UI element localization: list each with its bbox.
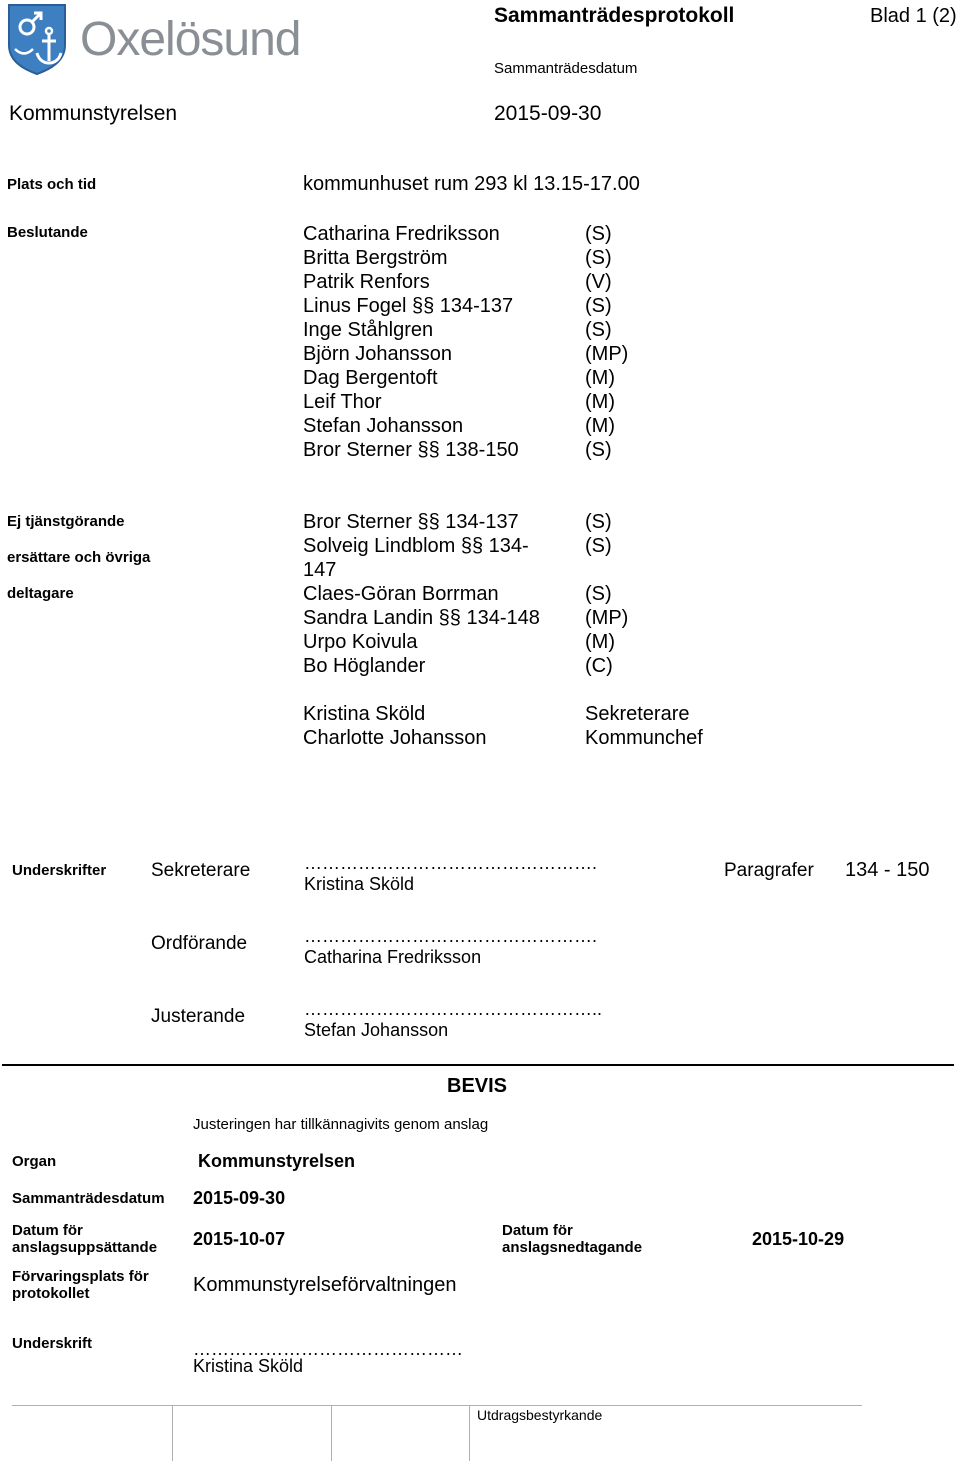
member-party: (MP) [585,607,629,629]
member-name: Stefan Johansson [303,415,464,437]
forvaringsplats-value: Kommunstyrelseförvaltningen [193,1274,457,1296]
nedtagande-label-1: Datum för [502,1222,573,1239]
ej-tjanstgorande-label-3: deltagare [7,585,74,602]
member-name: Leif Thor [303,391,382,413]
bevis-intro: Justeringen har tillkännagivits genom anslag [193,1116,489,1133]
bottom-cell-divider [172,1405,173,1461]
member-party: (M) [585,391,615,413]
member-name: Solveig Lindblom §§ 134- [303,535,529,557]
underskrift-name: Kristina Sköld [193,1356,304,1376]
member-party: (MP) [585,343,629,365]
bevis-title: BEVIS [447,1075,508,1097]
sammantradesdatum-label: Sammanträdesdatum [12,1190,165,1207]
sammantradesdatum-value: 2015-09-30 [193,1188,286,1208]
document-title: Sammanträdesprotokoll [494,4,735,27]
member-name: Bo Höglander [303,655,426,677]
member-party: (S) [585,295,612,317]
signature-line: …………………………………………. [304,926,598,946]
member-party: (V) [585,271,612,293]
plats-label: Plats och tid [7,176,97,193]
bottom-cell-divider [331,1405,332,1461]
beslutande-parties [585,222,628,462]
beslutande-names [303,222,519,462]
staff-role: Sekreterare [585,703,690,725]
member-name: Linus Fogel §§ 134-137 [303,295,514,317]
bottom-cell-divider [469,1405,470,1461]
municipal-shield-icon [7,3,67,75]
member-party [585,558,703,582]
staff-name: Charlotte Johansson [303,727,487,749]
member-party: (S) [585,583,612,605]
staff-role: Kommunchef [585,727,703,749]
member-party: (S) [585,535,612,557]
member-name: Claes-Göran Borrman [303,583,499,605]
signer-name: Stefan Johansson [304,1020,449,1040]
paragrafer-value: 134 - 150 [845,859,930,881]
body-name: Kommunstyrelsen [9,102,178,125]
ej-tjanstgorande-label-2: ersättare och övriga [7,549,151,566]
ej-tjanstgorande-names [303,510,540,750]
member-party: (M) [585,631,615,653]
uppsattande-label-1: Datum för [12,1222,83,1239]
member-name: Britta Bergström [303,247,448,269]
underskrift-label: Underskrift [12,1335,93,1352]
forvaringsplats-label-1: Förvaringsplats för [12,1268,149,1285]
member-party: (S) [585,439,612,461]
member-party: (M) [585,415,615,437]
member-name: Patrik Renfors [303,271,430,293]
member-party: (S) [585,247,612,269]
member-party: (S) [585,319,612,341]
staff-name: Kristina Sköld [303,703,426,725]
uppsattande-label-2: anslagsuppsättande [12,1239,158,1256]
underskrifter-label: Underskrifter [12,862,107,879]
member-name: Urpo Koivula [303,631,418,653]
plats-value: kommunhuset rum 293 kl 13.15-17.00 [303,173,640,195]
signer-role: Sekreterare [151,860,251,881]
member-party: (S) [585,223,612,245]
signer-role: Justerande [151,1006,246,1027]
paragrafer-label: Paragrafer [724,860,814,881]
brand-wordmark: Oxelösund [80,13,301,66]
page-indicator: Blad 1 (2) [870,5,957,27]
meeting-date: 2015-09-30 [494,102,602,125]
member-name: Inge Ståhlgren [303,319,434,341]
nedtagande-value: 2015-10-29 [752,1229,845,1249]
uppsattande-value: 2015-10-07 [193,1229,286,1249]
nedtagande-label-2: anslagsnedtagande [502,1239,643,1256]
signature-line: …………………………………………. [304,853,598,873]
ej-tjanstgorande-parties [585,510,703,750]
beslutande-label: Beslutande [7,224,88,241]
member-name: Dag Bergentoft [303,367,438,389]
organ-value: Kommunstyrelsen [198,1151,356,1171]
signer-name: Catharina Fredriksson [304,947,482,967]
member-name: Björn Johansson [303,343,452,365]
member-name: Catharina Fredriksson [303,223,500,245]
member-party: (S) [585,511,612,533]
date-label: Sammanträdesdatum [494,60,638,77]
underskrift-line: ……………………………………… [193,1339,463,1359]
member-party: (M) [585,367,615,389]
bottom-rule [12,1405,862,1406]
member-name: 147 [303,559,337,581]
utdragsbestyrkande-label: Utdragsbestyrkande [477,1407,603,1423]
member-name: Bror Sterner §§ 134-137 [303,511,519,533]
organ-label: Organ [12,1153,57,1170]
section-divider [2,1064,954,1066]
member-party: (C) [585,655,613,677]
signer-role: Ordförande [151,933,248,954]
ej-tjanstgorande-label-1: Ej tjänstgörande [7,513,125,530]
member-name: Sandra Landin §§ 134-148 [303,607,540,629]
signature-line: ………………………………………….. [304,999,603,1019]
signer-name: Kristina Sköld [304,874,415,894]
member-name: Bror Sterner §§ 138-150 [303,439,519,461]
forvaringsplats-label-2: protokollet [12,1285,90,1302]
